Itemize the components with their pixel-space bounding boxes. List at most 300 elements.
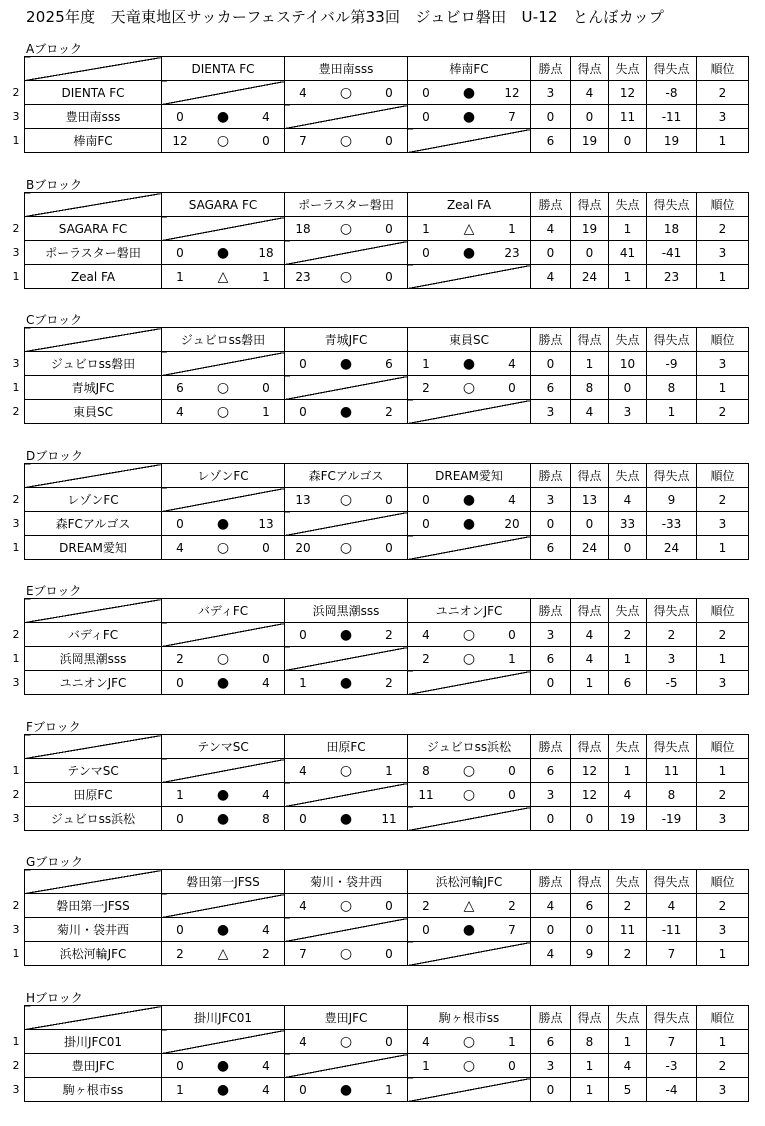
header-points: 勝点	[531, 464, 571, 488]
match-goals-for: 0	[299, 404, 307, 419]
match-goals-against: 8	[262, 811, 270, 826]
side-rank-number: 2	[12, 405, 20, 418]
header-goals-for: 得点	[571, 193, 609, 217]
match-goals-for: 7	[299, 133, 307, 148]
match-goals-against: 11	[381, 811, 397, 826]
corner-cell	[25, 735, 162, 759]
side-rank-number: 2	[12, 628, 20, 641]
match-goals-for: 0	[176, 675, 184, 690]
match-goals-for: 23	[295, 269, 311, 284]
self-match-cell	[408, 807, 531, 831]
match-goals-for: 0	[299, 627, 307, 642]
corner-cell	[25, 193, 162, 217]
match-goals-against: 0	[385, 1034, 393, 1049]
column-team-name: 豊田JFC	[285, 1006, 408, 1030]
standings-table	[24, 734, 749, 831]
match-goals-for: 0	[422, 245, 430, 260]
header-goal-diff: 得失点	[647, 464, 697, 488]
self-match-cell	[285, 783, 408, 807]
goal-diff-cell: 18	[647, 217, 697, 241]
table-row	[25, 536, 749, 560]
row-team-name: 駒ヶ根市ss	[25, 1078, 162, 1102]
goals-for-cell: 12	[571, 759, 609, 783]
match-result-cell	[285, 759, 408, 783]
goal-diff-cell: -8	[647, 81, 697, 105]
match-result-cell	[408, 241, 531, 265]
match-goals-against: 4	[508, 492, 516, 507]
header-rank: 順位	[697, 1006, 749, 1030]
match-goals-for: 0	[299, 356, 307, 371]
goal-diff-cell: 1	[647, 400, 697, 424]
goals-against-cell: 19	[609, 807, 647, 831]
match-result-cell	[408, 217, 531, 241]
match-result-cell	[162, 942, 285, 966]
header-rank: 順位	[697, 57, 749, 81]
points-cell: 0	[531, 671, 571, 695]
points-cell: 4	[531, 894, 571, 918]
win-circle-icon	[444, 627, 494, 643]
match-goals-for: 0	[422, 516, 430, 531]
match-result-cell	[285, 623, 408, 647]
row-team-name: 豊田南sss	[25, 105, 162, 129]
self-match-cell	[408, 1078, 531, 1102]
match-goals-for: 1	[299, 675, 307, 690]
points-cell: 6	[531, 129, 571, 153]
loss-filled-circle-icon	[444, 922, 494, 938]
side-rank-number: 3	[12, 517, 20, 530]
loss-filled-circle-icon	[444, 109, 494, 125]
match-result-cell	[408, 623, 531, 647]
match-goals-for: 4	[299, 85, 307, 100]
side-rank-number: 1	[12, 947, 20, 960]
standings-table	[24, 192, 749, 289]
match-result-cell	[285, 352, 408, 376]
win-circle-icon	[321, 269, 371, 285]
goals-against-cell: 0	[609, 536, 647, 560]
match-result-cell	[162, 783, 285, 807]
match-goals-for: 4	[422, 1034, 430, 1049]
loss-filled-circle-icon	[198, 675, 248, 691]
loss-filled-circle-icon	[198, 922, 248, 938]
rank-cell: 3	[697, 105, 749, 129]
header-goal-diff: 得失点	[647, 870, 697, 894]
header-rank: 順位	[697, 870, 749, 894]
match-goals-for: 8	[422, 763, 430, 778]
header-goal-diff: 得失点	[647, 599, 697, 623]
loss-filled-circle-icon	[444, 516, 494, 532]
goals-against-cell: 2	[609, 623, 647, 647]
side-rank-number: 2	[12, 899, 20, 912]
loss-filled-circle-icon	[321, 356, 371, 372]
goals-for-cell: 0	[571, 241, 609, 265]
match-goals-against: 0	[385, 269, 393, 284]
match-result-cell	[408, 81, 531, 105]
goal-diff-cell: -41	[647, 241, 697, 265]
match-result-cell	[285, 671, 408, 695]
goals-for-cell: 19	[571, 129, 609, 153]
self-match-cell	[285, 918, 408, 942]
match-goals-against: 12	[504, 85, 520, 100]
row-team-name: 浜松河輪JFC	[25, 942, 162, 966]
header-row	[25, 193, 749, 217]
match-result-cell	[285, 129, 408, 153]
self-match-cell	[162, 217, 285, 241]
table-row	[25, 807, 749, 831]
goal-diff-cell: -33	[647, 512, 697, 536]
table-row	[25, 129, 749, 153]
goals-against-cell: 6	[609, 671, 647, 695]
draw-triangle-icon	[198, 269, 248, 285]
table-row	[25, 241, 749, 265]
side-rank-number: 3	[12, 923, 20, 936]
column-team-name: 田原FC	[285, 735, 408, 759]
match-result-cell	[408, 783, 531, 807]
draw-triangle-icon	[198, 946, 248, 962]
match-goals-against: 0	[508, 1058, 516, 1073]
win-circle-icon	[198, 380, 248, 396]
win-circle-icon	[444, 1058, 494, 1074]
points-cell: 3	[531, 400, 571, 424]
match-result-cell	[162, 671, 285, 695]
points-cell: 0	[531, 241, 571, 265]
win-circle-icon	[444, 651, 494, 667]
goals-against-cell: 4	[609, 488, 647, 512]
loss-filled-circle-icon	[444, 245, 494, 261]
points-cell: 0	[531, 807, 571, 831]
match-result-cell	[285, 807, 408, 831]
match-goals-for: 7	[299, 946, 307, 961]
win-circle-icon	[198, 404, 248, 420]
points-cell: 3	[531, 783, 571, 807]
column-team-name: ジュビロss磐田	[162, 328, 285, 352]
match-result-cell	[285, 894, 408, 918]
rank-cell: 2	[697, 400, 749, 424]
match-goals-against: 0	[508, 380, 516, 395]
win-circle-icon	[321, 540, 371, 556]
match-goals-for: 12	[172, 133, 188, 148]
column-team-name: ポーラスター磐田	[285, 193, 408, 217]
match-goals-for: 0	[422, 922, 430, 937]
match-goals-against: 1	[508, 221, 516, 236]
goals-for-cell: 4	[571, 623, 609, 647]
win-circle-icon	[321, 221, 371, 237]
goal-diff-cell: -3	[647, 1054, 697, 1078]
header-row	[25, 870, 749, 894]
match-goals-for: 1	[422, 1058, 430, 1073]
side-rank-number: 2	[12, 222, 20, 235]
match-goals-against: 4	[262, 109, 270, 124]
goal-diff-cell: 4	[647, 894, 697, 918]
match-goals-against: 0	[385, 898, 393, 913]
goals-for-cell: 1	[571, 352, 609, 376]
loss-filled-circle-icon	[198, 516, 248, 532]
standings-table	[24, 56, 749, 153]
table-row	[25, 512, 749, 536]
column-team-name: ユニオンJFC	[408, 599, 531, 623]
rank-cell: 2	[697, 488, 749, 512]
block-label: Bブロック	[26, 178, 82, 192]
goal-diff-cell: 11	[647, 759, 697, 783]
goals-against-cell: 5	[609, 1078, 647, 1102]
column-team-name: 浜岡黒潮sss	[285, 599, 408, 623]
loss-filled-circle-icon	[321, 627, 371, 643]
row-team-name: 豊田JFC	[25, 1054, 162, 1078]
header-row	[25, 464, 749, 488]
points-cell: 3	[531, 488, 571, 512]
self-match-cell	[162, 488, 285, 512]
self-match-cell	[285, 647, 408, 671]
standings-table	[24, 327, 749, 424]
match-result-cell	[285, 536, 408, 560]
row-team-name: ジュビロss浜松	[25, 807, 162, 831]
header-rank: 順位	[697, 599, 749, 623]
header-row	[25, 57, 749, 81]
match-goals-for: 1	[176, 787, 184, 802]
goals-for-cell: 8	[571, 376, 609, 400]
side-rank-number: 2	[12, 788, 20, 801]
goals-for-cell: 13	[571, 488, 609, 512]
rank-cell: 1	[697, 759, 749, 783]
goals-against-cell: 41	[609, 241, 647, 265]
self-match-cell	[408, 129, 531, 153]
match-goals-against: 2	[385, 675, 393, 690]
loss-filled-circle-icon	[321, 675, 371, 691]
match-goals-for: 0	[422, 85, 430, 100]
row-team-name: DIENTA FC	[25, 81, 162, 105]
table-row	[25, 376, 749, 400]
side-rank-number: 2	[12, 1059, 20, 1072]
header-goals-against: 失点	[609, 328, 647, 352]
match-goals-for: 0	[299, 811, 307, 826]
header-points: 勝点	[531, 328, 571, 352]
loss-filled-circle-icon	[321, 1082, 371, 1098]
match-goals-for: 4	[422, 627, 430, 642]
win-circle-icon	[321, 946, 371, 962]
rank-cell: 2	[697, 81, 749, 105]
goals-for-cell: 0	[571, 512, 609, 536]
row-team-name: ジュビロss磐田	[25, 352, 162, 376]
goals-for-cell: 19	[571, 217, 609, 241]
rank-cell: 1	[697, 129, 749, 153]
side-rank-number: 1	[12, 270, 20, 283]
points-cell: 6	[531, 1030, 571, 1054]
side-rank-number: 1	[12, 381, 20, 394]
goals-for-cell: 24	[571, 536, 609, 560]
header-goals-against: 失点	[609, 735, 647, 759]
win-circle-icon	[444, 380, 494, 396]
self-match-cell	[408, 536, 531, 560]
goal-diff-cell: -11	[647, 105, 697, 129]
points-cell: 6	[531, 376, 571, 400]
match-result-cell	[408, 647, 531, 671]
column-team-name: 掛川JFC01	[162, 1006, 285, 1030]
match-goals-for: 0	[422, 492, 430, 507]
goals-against-cell: 11	[609, 105, 647, 129]
goals-against-cell: 1	[609, 265, 647, 289]
self-match-cell	[162, 759, 285, 783]
self-match-cell	[408, 942, 531, 966]
block-label: Dブロック	[26, 449, 84, 463]
match-goals-for: 1	[176, 1082, 184, 1097]
match-result-cell	[162, 105, 285, 129]
self-match-cell	[408, 400, 531, 424]
self-match-cell	[285, 241, 408, 265]
match-goals-against: 2	[385, 627, 393, 642]
goals-against-cell: 3	[609, 400, 647, 424]
match-result-cell	[408, 488, 531, 512]
row-team-name: 掛川JFC01	[25, 1030, 162, 1054]
goals-for-cell: 6	[571, 894, 609, 918]
match-result-cell	[162, 647, 285, 671]
rank-cell: 3	[697, 1078, 749, 1102]
table-row	[25, 759, 749, 783]
side-rank-number: 2	[12, 86, 20, 99]
match-goals-against: 7	[508, 109, 516, 124]
match-goals-for: 0	[176, 811, 184, 826]
match-goals-for: 4	[299, 763, 307, 778]
column-team-name: DREAM愛知	[408, 464, 531, 488]
self-match-cell	[285, 105, 408, 129]
points-cell: 6	[531, 759, 571, 783]
win-circle-icon	[321, 492, 371, 508]
rank-cell: 2	[697, 623, 749, 647]
points-cell: 3	[531, 623, 571, 647]
rank-cell: 3	[697, 512, 749, 536]
table-row	[25, 352, 749, 376]
self-match-cell	[285, 512, 408, 536]
match-goals-for: 0	[422, 109, 430, 124]
goals-for-cell: 0	[571, 918, 609, 942]
rank-cell: 3	[697, 918, 749, 942]
win-circle-icon	[321, 898, 371, 914]
block-label: Aブロック	[26, 42, 82, 56]
points-cell: 4	[531, 942, 571, 966]
table-row	[25, 1054, 749, 1078]
match-goals-against: 1	[508, 1034, 516, 1049]
header-goals-for: 得点	[571, 328, 609, 352]
match-result-cell	[285, 400, 408, 424]
match-goals-for: 1	[422, 356, 430, 371]
goals-against-cell: 1	[609, 1030, 647, 1054]
self-match-cell	[408, 671, 531, 695]
header-points: 勝点	[531, 599, 571, 623]
goals-for-cell: 9	[571, 942, 609, 966]
header-row	[25, 735, 749, 759]
points-cell: 4	[531, 217, 571, 241]
goals-against-cell: 1	[609, 217, 647, 241]
table-row	[25, 265, 749, 289]
goals-against-cell: 11	[609, 918, 647, 942]
table-row	[25, 783, 749, 807]
goals-for-cell: 12	[571, 783, 609, 807]
table-row	[25, 105, 749, 129]
match-goals-against: 7	[508, 922, 516, 937]
goal-diff-cell: -19	[647, 807, 697, 831]
match-goals-against: 0	[385, 492, 393, 507]
match-result-cell	[408, 352, 531, 376]
points-cell: 0	[531, 918, 571, 942]
match-result-cell	[162, 400, 285, 424]
header-row	[25, 328, 749, 352]
row-team-name: 菊川・袋井西	[25, 918, 162, 942]
rank-cell: 1	[697, 647, 749, 671]
self-match-cell	[162, 352, 285, 376]
row-team-name: レゾンFC	[25, 488, 162, 512]
header-goal-diff: 得失点	[647, 57, 697, 81]
rank-cell: 2	[697, 783, 749, 807]
column-team-name: レゾンFC	[162, 464, 285, 488]
self-match-cell	[162, 623, 285, 647]
goals-against-cell: 33	[609, 512, 647, 536]
self-match-cell	[162, 81, 285, 105]
goals-for-cell: 1	[571, 1078, 609, 1102]
column-team-name: 菊川・袋井西	[285, 870, 408, 894]
row-team-name: 森FCアルゴス	[25, 512, 162, 536]
match-goals-against: 1	[385, 1082, 393, 1097]
goals-for-cell: 1	[571, 671, 609, 695]
side-rank-number: 1	[12, 1035, 20, 1048]
rank-cell: 3	[697, 671, 749, 695]
win-circle-icon	[321, 133, 371, 149]
match-goals-for: 2	[176, 651, 184, 666]
goals-against-cell: 1	[609, 759, 647, 783]
table-row	[25, 81, 749, 105]
win-circle-icon	[444, 1034, 494, 1050]
self-match-cell	[285, 376, 408, 400]
goals-against-cell: 12	[609, 81, 647, 105]
corner-cell	[25, 599, 162, 623]
match-goals-against: 0	[262, 380, 270, 395]
match-goals-against: 1	[508, 651, 516, 666]
win-circle-icon	[198, 133, 248, 149]
match-result-cell	[408, 894, 531, 918]
match-goals-against: 0	[508, 627, 516, 642]
match-goals-against: 1	[385, 763, 393, 778]
match-goals-against: 0	[385, 221, 393, 236]
match-goals-for: 1	[176, 269, 184, 284]
header-points: 勝点	[531, 870, 571, 894]
header-goals-against: 失点	[609, 57, 647, 81]
row-team-name: Zeal FA	[25, 265, 162, 289]
column-team-name: テンマSC	[162, 735, 285, 759]
match-goals-for: 13	[295, 492, 311, 507]
loss-filled-circle-icon	[444, 492, 494, 508]
match-result-cell	[162, 265, 285, 289]
match-goals-against: 23	[504, 245, 520, 260]
points-cell: 3	[531, 81, 571, 105]
rank-cell: 2	[697, 217, 749, 241]
goals-for-cell: 0	[571, 105, 609, 129]
table-row	[25, 1078, 749, 1102]
points-cell: 0	[531, 1078, 571, 1102]
rank-cell: 1	[697, 1030, 749, 1054]
match-goals-for: 0	[176, 516, 184, 531]
block-label: Cブロック	[26, 313, 83, 327]
header-points: 勝点	[531, 1006, 571, 1030]
points-cell: 3	[531, 1054, 571, 1078]
match-result-cell	[285, 1030, 408, 1054]
match-goals-for: 4	[299, 1034, 307, 1049]
side-rank-number: 1	[12, 764, 20, 777]
loss-filled-circle-icon	[198, 109, 248, 125]
match-result-cell	[285, 1078, 408, 1102]
goal-diff-cell: 2	[647, 623, 697, 647]
match-result-cell	[408, 1054, 531, 1078]
header-goals-for: 得点	[571, 57, 609, 81]
corner-cell	[25, 870, 162, 894]
column-team-name: 森FCアルゴス	[285, 464, 408, 488]
rank-cell: 3	[697, 807, 749, 831]
